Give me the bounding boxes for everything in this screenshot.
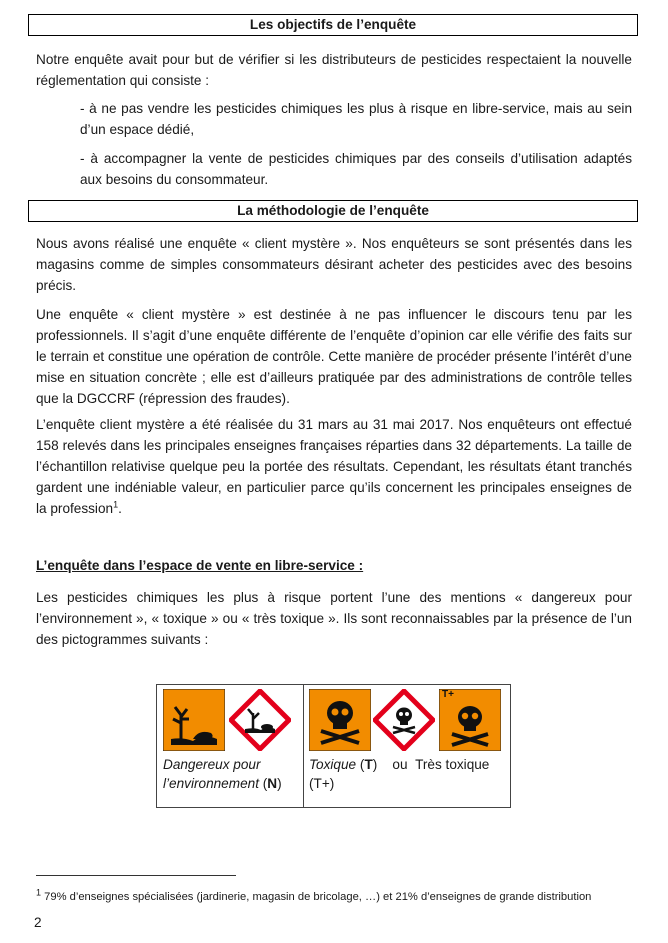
methodology-paragraph-3-text: L’enquête client mystère a été réalisée du 31 mars au 31 mai 2017. Nos enquêteurs ont effectué 158 relevés dans les principales enseignes françaises réparties dans 32 départements. La taille de l’échantillon relativise quelque peu la portée des résultats. Cependant, les résultats étant tranchés gardent une indéniable valeur, en particulier parce qu’ils concernent les principales enseignes de la profession	[36, 417, 632, 516]
or-label: ou	[392, 757, 408, 772]
footnote-separator	[36, 875, 236, 876]
footnote-mark: 1	[36, 887, 42, 898]
environment-hazard-diamond-icon	[229, 689, 291, 751]
very-toxic-label: Très toxique	[415, 757, 490, 772]
objectives-intro: Notre enquête avait pour but de vérifier si les distributeurs de pesticides respectaient la nouvelle réglementation qui consiste :	[36, 52, 632, 88]
methodology-paragraph-2: Une enquête « client mystère » est destinée à ne pas influencer le discours tenu par les professionnels. Il s’agit d’une enquête différente de l’enquête d’opinion car elle vérifie des faits sur le terrain et constitue une opération de contrôle. Cette manière de procéder présente l’intérêt d’une mise en situation concrète ; elle est d’ailleurs pratiquée par des administrations de contrôle telles que la DGCCRF (répression des fraudes).	[36, 307, 632, 406]
very-toxic-code: (T+)	[309, 776, 335, 791]
footnote-text: 79% d’enseignes spécialisées (jardinerie, magasin de bricolage, …) et 21% d’enseignes de grande distribution	[41, 891, 592, 903]
section-title-methodology: La méthodologie de l’enquête	[28, 200, 638, 222]
methodology-paragraph-3: L’enquête client mystère a été réalisée du 31 mars au 31 mai 2017. Nos enquêteurs ont effectué 158 relevés dans les principales enseignes françaises réparties dans 32 départements. La taille de l’échantillon relativise quelque peu la portée des résultats. Cependant, les résultats étant tranchés gardent une indéniable valeur, en particulier parce qu’ils concernent les principales enseignes de la profession$^1$.	[36, 417, 632, 516]
very-toxic-mark: T+	[442, 689, 454, 700]
footnote-reference[interactable]: 1	[113, 499, 119, 510]
page-number: 2	[34, 915, 42, 930]
toxic-code: T	[364, 757, 373, 772]
section-title-objectives: Les objectifs de l’enquête	[28, 14, 638, 36]
self-service-paragraph: Les pesticides chimiques les plus à risque portent l’une des mentions « dangereux pour l’environnement », « toxique » ou « très toxique ». Ils sont reconnaissables par la présence de l’un des pictogrammes suivants :	[36, 590, 632, 647]
pictogram-table-divider	[303, 685, 304, 807]
environment-caption-line-1: Dangereux pour	[163, 757, 261, 772]
toxic-skull-orange-icon	[309, 689, 371, 751]
toxic-caption: Toxique (T) ou Très toxique (T+)	[309, 757, 490, 791]
objective-bullet-2: - à accompagner la vente de pesticides chimiques par des conseils d’utilisation adaptés aux besoins du consommateur.	[80, 151, 632, 187]
methodology-paragraph-1: Nous avons réalisé une enquête « client mystère ». Nos enquêteurs se sont présentés dans les magasins comme de simples consommateurs désirant acheter des pesticides avec des besoins précis.	[36, 236, 632, 293]
pictogram-table	[156, 684, 511, 808]
toxic-skull-diamond-icon	[373, 689, 435, 751]
toxic-label: Toxique	[309, 757, 357, 772]
environment-caption-line-2: l’environnement	[163, 776, 259, 791]
environment-caption: Dangereux pour l’environnement (N)	[163, 757, 282, 791]
footnote	[36, 889, 591, 905]
section-title-self-service: L’enquête dans l’espace de vente en libre-service :	[36, 558, 364, 573]
objective-bullet-1: - à ne pas vendre les pesticides chimiques les plus à risque en libre-service, mais au sein d’un espace dédié,	[80, 101, 632, 137]
environment-code: N	[267, 776, 278, 791]
environment-hazard-orange-icon	[163, 689, 225, 751]
